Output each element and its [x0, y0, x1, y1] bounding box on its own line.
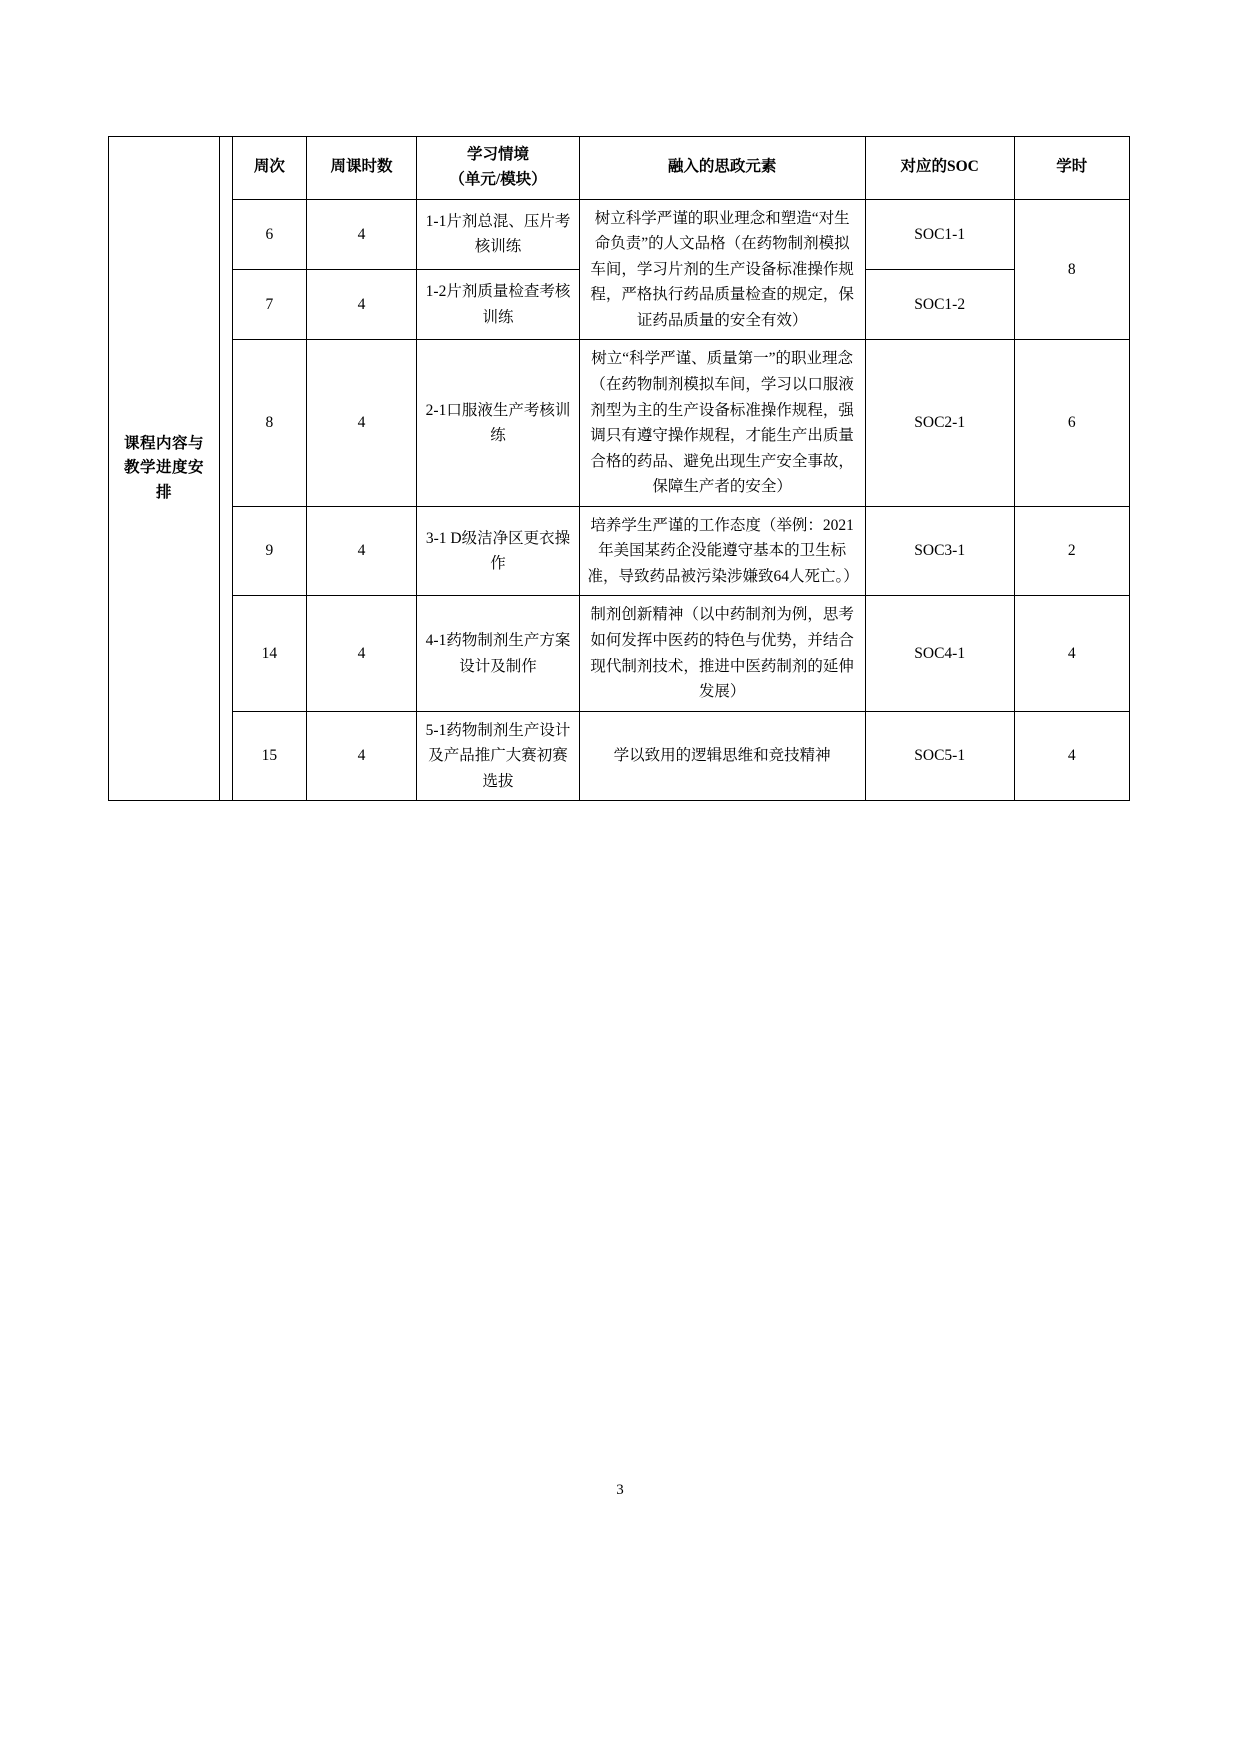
cell-ideology: 树立科学严谨的职业理念和塑造“对生命负责”的人文品格（在药物制剂模拟车间，学习片剂的生产设备标准操作规程，严格执行药品质量检查的规定，保证药品质量的安全有效） — [579, 199, 865, 340]
cell-class-hours: 6 — [1014, 340, 1129, 506]
header-learning-scene — [417, 137, 579, 200]
cell-weekly-hours: 4 — [306, 711, 417, 801]
header-week: 周次 — [233, 137, 306, 200]
cell-week: 15 — [233, 711, 306, 801]
cell-scene: 3-1 D级洁净区更衣操作 — [417, 506, 579, 596]
header-class-hours: 学时 — [1014, 137, 1129, 200]
cell-class-hours: 4 — [1014, 596, 1129, 711]
cell-class-hours: 8 — [1014, 199, 1129, 340]
cell-class-hours: 4 — [1014, 711, 1129, 801]
cell-weekly-hours: 4 — [306, 340, 417, 506]
cell-scene: 1-2片剂质量检查考核训练 — [417, 270, 579, 340]
row-label-course-content: 课程内容与教学进度安排 — [109, 137, 220, 801]
cell-week: 6 — [233, 199, 306, 269]
cell-week: 9 — [233, 506, 306, 596]
cell-soc: SOC4-1 — [865, 596, 1014, 711]
table-header-row — [109, 137, 1130, 200]
course-schedule-table — [108, 136, 1130, 801]
spacer-column — [219, 137, 232, 801]
cell-week: 14 — [233, 596, 306, 711]
cell-ideology: 树立“科学严谨、质量第一”的职业理念（在药物制剂模拟车间，学习以口服液剂型为主的生产设备标准操作规程，强调只有遵守操作规程，才能生产出质量合格的药品、避免出现生产安全事故，保障生产者的安全） — [579, 340, 865, 506]
cell-weekly-hours: 4 — [306, 506, 417, 596]
table-row — [109, 596, 1130, 711]
table-row — [109, 711, 1130, 801]
header-ideology-elements: 融入的思政元素 — [579, 137, 865, 200]
cell-soc: SOC5-1 — [865, 711, 1014, 801]
table-row — [109, 340, 1130, 506]
header-weekly-hours: 周课时数 — [306, 137, 417, 200]
table-row — [109, 199, 1130, 269]
cell-class-hours: 2 — [1014, 506, 1129, 596]
cell-soc: SOC2-1 — [865, 340, 1014, 506]
header-learning-scene-line2: （单元/模块） — [449, 170, 547, 188]
table-row — [109, 506, 1130, 596]
cell-scene: 1-1片剂总混、压片考核训练 — [417, 199, 579, 269]
cell-weekly-hours: 4 — [306, 199, 417, 269]
header-learning-scene-line1: 学习情境 — [466, 146, 529, 163]
cell-weekly-hours: 4 — [306, 270, 417, 340]
cell-week: 7 — [233, 270, 306, 340]
header-soc: 对应的SOC — [865, 137, 1014, 200]
cell-soc: SOC1-1 — [865, 199, 1014, 269]
page-number: 3 — [616, 1482, 624, 1498]
cell-soc: SOC3-1 — [865, 506, 1014, 596]
cell-ideology: 学以致用的逻辑思维和竞技精神 — [579, 711, 865, 801]
cell-scene: 5-1药物制剂生产设计及产品推广大赛初赛选拔 — [417, 711, 579, 801]
cell-week: 8 — [233, 340, 306, 506]
cell-ideology: 培养学生严谨的工作态度（举例：2021年美国某药企没能遵守基本的卫生标准，导致药品被污染涉嫌致64人死亡。） — [579, 506, 865, 596]
cell-ideology: 制剂创新精神（以中药制剂为例，思考如何发挥中医药的特色与优势，并结合现代制剂技术，推进中医药制剂的延伸发展） — [579, 596, 865, 711]
cell-scene: 4-1药物制剂生产方案设计及制作 — [417, 596, 579, 711]
cell-weekly-hours: 4 — [306, 596, 417, 711]
cell-scene: 2-1口服液生产考核训练 — [417, 340, 579, 506]
cell-soc: SOC1-2 — [865, 270, 1014, 340]
